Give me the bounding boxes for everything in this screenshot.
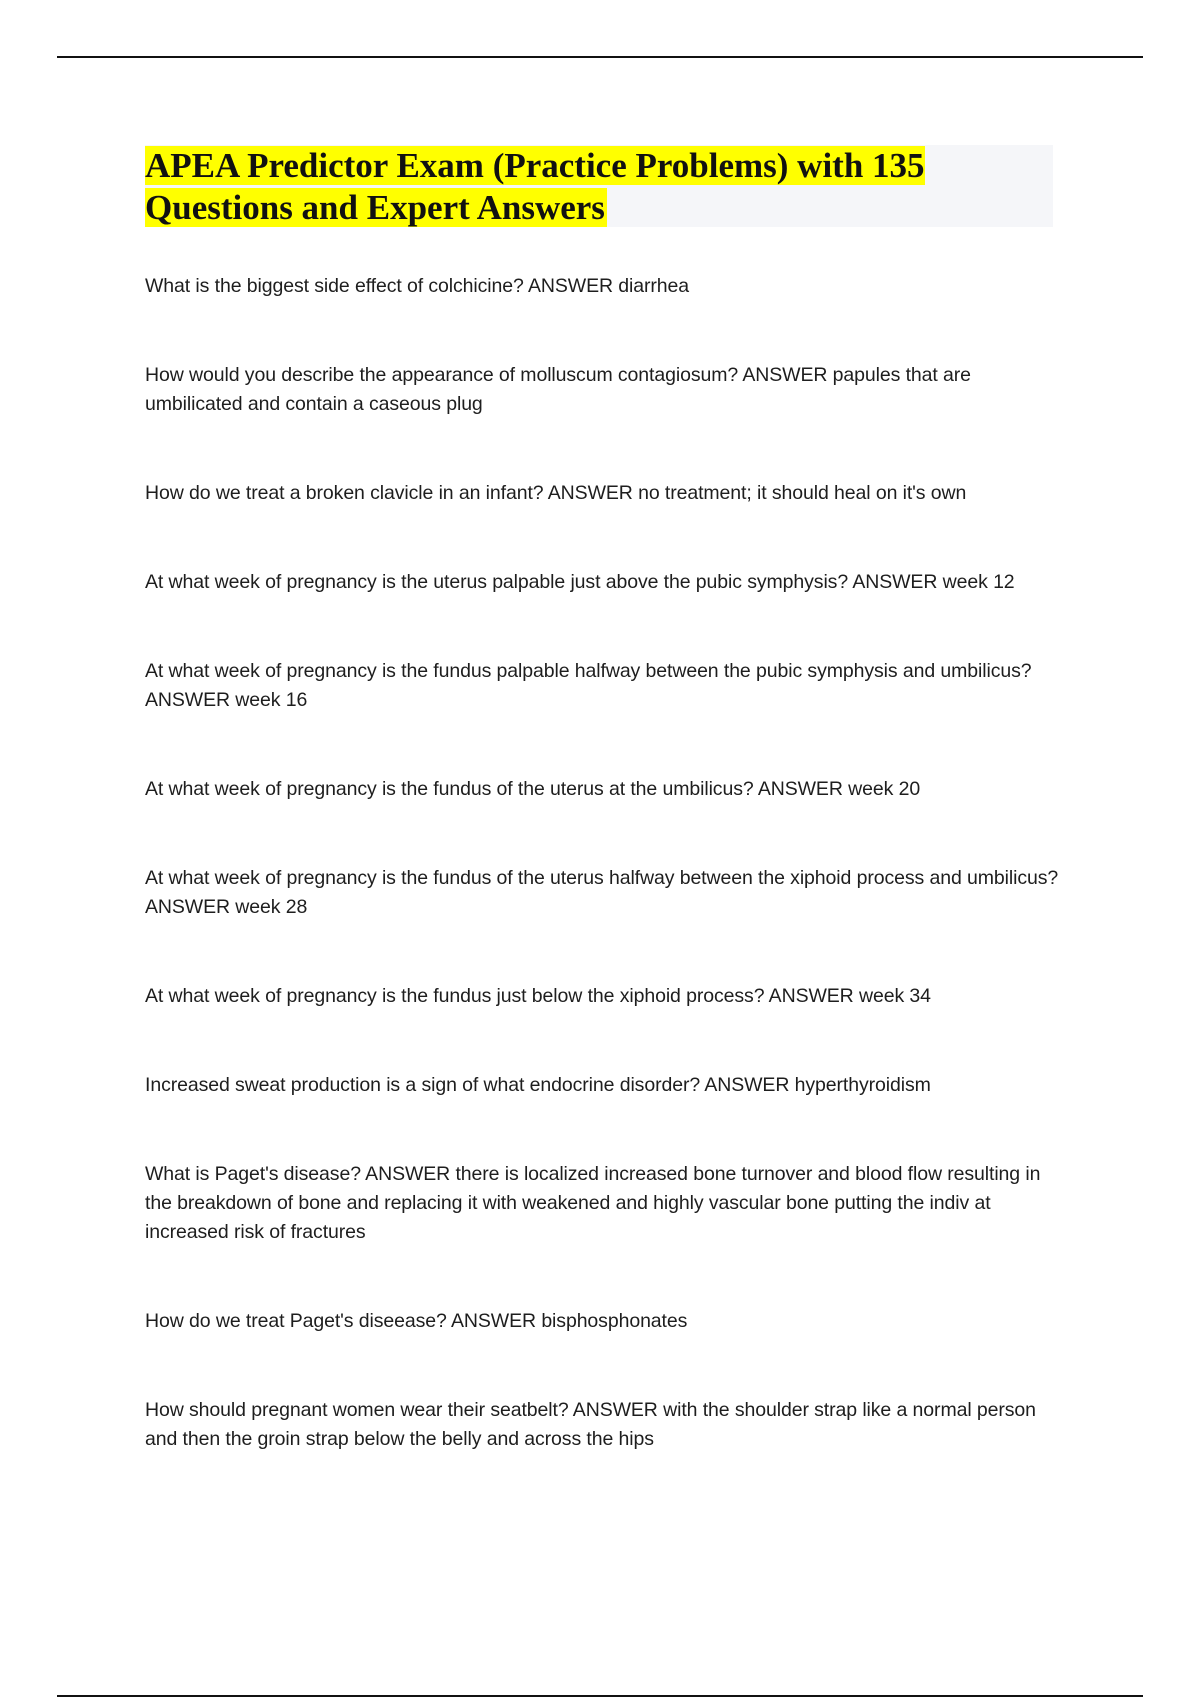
qa-item: What is the biggest side effect of colchicine? ANSWER diarrhea: [145, 275, 690, 297]
qa-item: How do we treat a broken clavicle in an infant? ANSWER no treatment; it should heal on it's own: [145, 482, 967, 504]
title-highlight: APEA Predictor Exam (Practice Problems) with 135 Questions and Expert Answers: [145, 146, 925, 227]
qa-list: [145, 272, 1065, 1454]
qa-item: What is Paget's disease? ANSWER there is localized increased bone turnover and blood flow resulting in the breakdown of bone and replacing it with weakened and highly vascular bone putting the indiv at increased risk of fractures: [145, 1163, 1041, 1243]
document-title: [145, 145, 1053, 229]
qa-item: At what week of pregnancy is the fundus of the uterus at the umbilicus? ANSWER week 20: [145, 778, 921, 800]
qa-item: At what week of pregnancy is the fundus just below the xiphoid process? ANSWER week 34: [145, 985, 931, 1007]
qa-item: At what week of pregnancy is the fundus of the uterus halfway between the xiphoid process and umbilicus? ANSWER week 28: [145, 867, 1059, 918]
qa-item: At what week of pregnancy is the uterus palpable just above the pubic symphysis? ANSWER week 12: [145, 571, 1015, 593]
qa-item: How should pregnant women wear their seatbelt? ANSWER with the shoulder strap like a normal person and then the groin strap below the belly and across the hips: [145, 1399, 1036, 1450]
qa-item: Increased sweat production is a sign of what endocrine disorder? ANSWER hyperthyroidism: [145, 1074, 931, 1096]
bottom-rule: [57, 1695, 1143, 1697]
top-rule: [57, 56, 1143, 58]
title-block: [145, 145, 1053, 227]
qa-item: At what week of pregnancy is the fundus palpable halfway between the pubic symphysis and umbilicus? ANSWER week 16: [145, 660, 1032, 711]
qa-item: How do we treat Paget's diseease? ANSWER bisphosphonates: [145, 1310, 688, 1332]
qa-item: How would you describe the appearance of molluscum contagiosum? ANSWER papules that are umbilicated and contain a caseous plug: [145, 364, 971, 415]
